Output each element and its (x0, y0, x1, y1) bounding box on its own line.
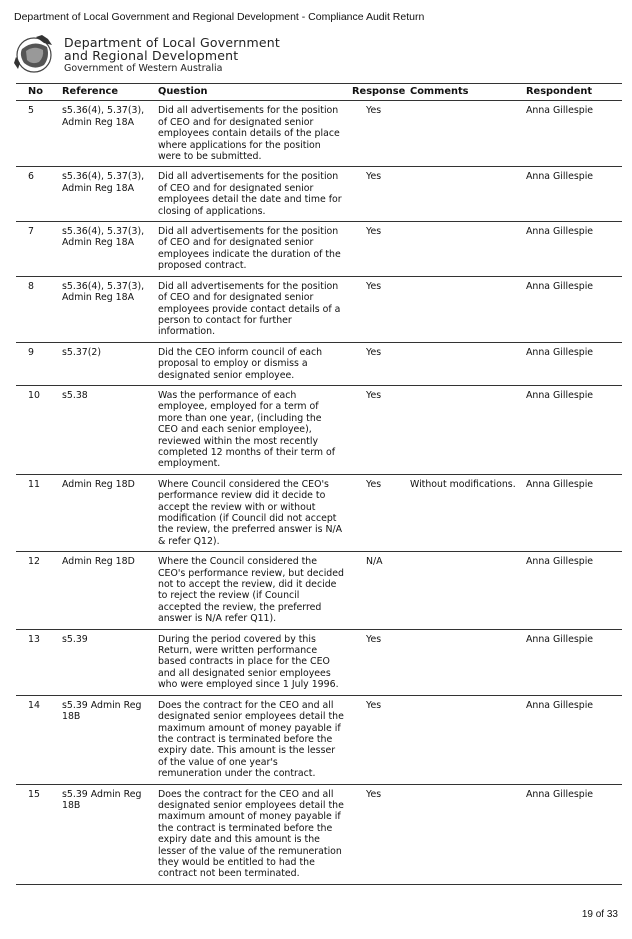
row-reference: s5.39 Admin Reg 18B (58, 695, 154, 784)
header-question: Question (154, 84, 348, 101)
row-comments (406, 101, 522, 167)
row-comments (406, 629, 522, 695)
row-no: 12 (16, 552, 58, 629)
row-no: 6 (16, 167, 58, 222)
page-number: 19 of 33 (581, 909, 618, 920)
row-reference: s5.36(4), 5.37(3), Admin Reg 18A (58, 167, 154, 222)
row-response: Yes (348, 342, 406, 385)
row-question: Where the Council considered the CEO's performance review, but decided not to accept the review, did it decide to reject the review (if Council accepted the review, the preferred answer is N/A refer Q11). (154, 552, 348, 629)
row-respondent: Anna Gillespie (522, 167, 622, 222)
row-reference: s5.36(4), 5.37(3), Admin Reg 18A (58, 222, 154, 277)
row-response: Yes (348, 276, 406, 342)
header-respondent: Respondent (522, 84, 622, 101)
row-comments (406, 222, 522, 277)
row-respondent: Anna Gillespie (522, 552, 622, 629)
row-respondent: Anna Gillespie (522, 101, 622, 167)
row-reference: s5.39 (58, 629, 154, 695)
row-respondent: Anna Gillespie (522, 385, 622, 474)
row-reference: s5.39 Admin Reg 18B (58, 784, 154, 884)
row-no: 11 (16, 474, 58, 551)
table-row (16, 784, 622, 884)
row-question: During the period covered by this Return, were written performance based contracts in place for the CEO and all designated senior employees who were employed since 1 July 1996. (154, 629, 348, 695)
department-logo (14, 33, 334, 83)
running-header: Department of Local Government and Regional Development - Compliance Audit Return (14, 11, 425, 23)
row-question: Does the contract for the CEO and all designated senior employees detail the maximum amount of money payable if the contract is terminated before the expiry date. This amount is the lesser of the value of one year's remuneration under the contract. (154, 695, 348, 784)
row-reference: s5.36(4), 5.37(3), Admin Reg 18A (58, 276, 154, 342)
row-respondent: Anna Gillespie (522, 784, 622, 884)
row-question: Did all advertisements for the position of CEO and for designated senior employees contain details of the place where applications for the position were to be submitted. (154, 101, 348, 167)
row-respondent: Anna Gillespie (522, 474, 622, 551)
row-comments (406, 784, 522, 884)
row-question: Does the contract for the CEO and all designated senior employees detail the maximum amount of money payable if the contract is terminated before the expiry date and this amount is the lesser of the value of the remuneration they would be entitled to had the contract not been terminated. (154, 784, 348, 884)
row-respondent: Anna Gillespie (522, 222, 622, 277)
row-response: Yes (348, 695, 406, 784)
row-response: Yes (348, 385, 406, 474)
header-comments: Comments (406, 84, 522, 101)
row-response: Yes (348, 167, 406, 222)
row-respondent: Anna Gillespie (522, 342, 622, 385)
table-row (16, 695, 622, 784)
table-row (16, 629, 622, 695)
row-respondent: Anna Gillespie (522, 695, 622, 784)
logo-line-1: Department of Local Government (64, 35, 280, 50)
row-comments (406, 552, 522, 629)
logo-line-2: and Regional Development (64, 48, 239, 63)
row-question: Did all advertisements for the position of CEO and for designated senior employees detail the date and time for closing of applications. (154, 167, 348, 222)
row-no: 14 (16, 695, 58, 784)
row-comments (406, 342, 522, 385)
row-respondent: Anna Gillespie (522, 629, 622, 695)
row-no: 9 (16, 342, 58, 385)
table-row (16, 167, 622, 222)
crest-icon (14, 33, 58, 77)
row-response: Yes (348, 784, 406, 884)
row-response: Yes (348, 629, 406, 695)
row-no: 10 (16, 385, 58, 474)
row-no: 13 (16, 629, 58, 695)
table-row (16, 474, 622, 551)
row-comments (406, 276, 522, 342)
table-header-row (16, 84, 622, 101)
row-no: 7 (16, 222, 58, 277)
row-reference: s5.38 (58, 385, 154, 474)
header-response: Response (348, 84, 406, 101)
row-question: Where Council considered the CEO's performance review did it decide to accept the review with or without modification (if Council did not accept the review, the preferred answer is N/A & refer Q12). (154, 474, 348, 551)
row-reference: s5.37(2) (58, 342, 154, 385)
logo-line-3: Government of Western Australia (64, 63, 223, 74)
row-respondent: Anna Gillespie (522, 276, 622, 342)
row-question: Did all advertisements for the position of CEO and for designated senior employees indicate the duration of the proposed contract. (154, 222, 348, 277)
row-no: 15 (16, 784, 58, 884)
table-row (16, 385, 622, 474)
row-no: 5 (16, 101, 58, 167)
audit-table (16, 83, 622, 885)
row-question: Did all advertisements for the position of CEO and for designated senior employees provide contact details of a person to contact for further information. (154, 276, 348, 342)
header-no: No (16, 84, 58, 101)
row-comments: Without modifications. (406, 474, 522, 551)
row-question: Was the performance of each employee, employed for a term of more than one year, (including the CEO and each senior employee), reviewed within the most recently completed 12 months of their term of employment. (154, 385, 348, 474)
row-reference: s5.36(4), 5.37(3), Admin Reg 18A (58, 101, 154, 167)
row-question: Did the CEO inform council of each proposal to employ or dismiss a designated senior employee. (154, 342, 348, 385)
row-comments (406, 385, 522, 474)
row-response: Yes (348, 474, 406, 551)
row-comments (406, 695, 522, 784)
table-row (16, 342, 622, 385)
row-response: N/A (348, 552, 406, 629)
table-row (16, 101, 622, 167)
row-response: Yes (348, 101, 406, 167)
table-row (16, 222, 622, 277)
table-row (16, 276, 622, 342)
row-response: Yes (348, 222, 406, 277)
table-row (16, 552, 622, 629)
header-reference: Reference (58, 84, 154, 101)
row-reference: Admin Reg 18D (58, 552, 154, 629)
row-no: 8 (16, 276, 58, 342)
row-reference: Admin Reg 18D (58, 474, 154, 551)
row-comments (406, 167, 522, 222)
